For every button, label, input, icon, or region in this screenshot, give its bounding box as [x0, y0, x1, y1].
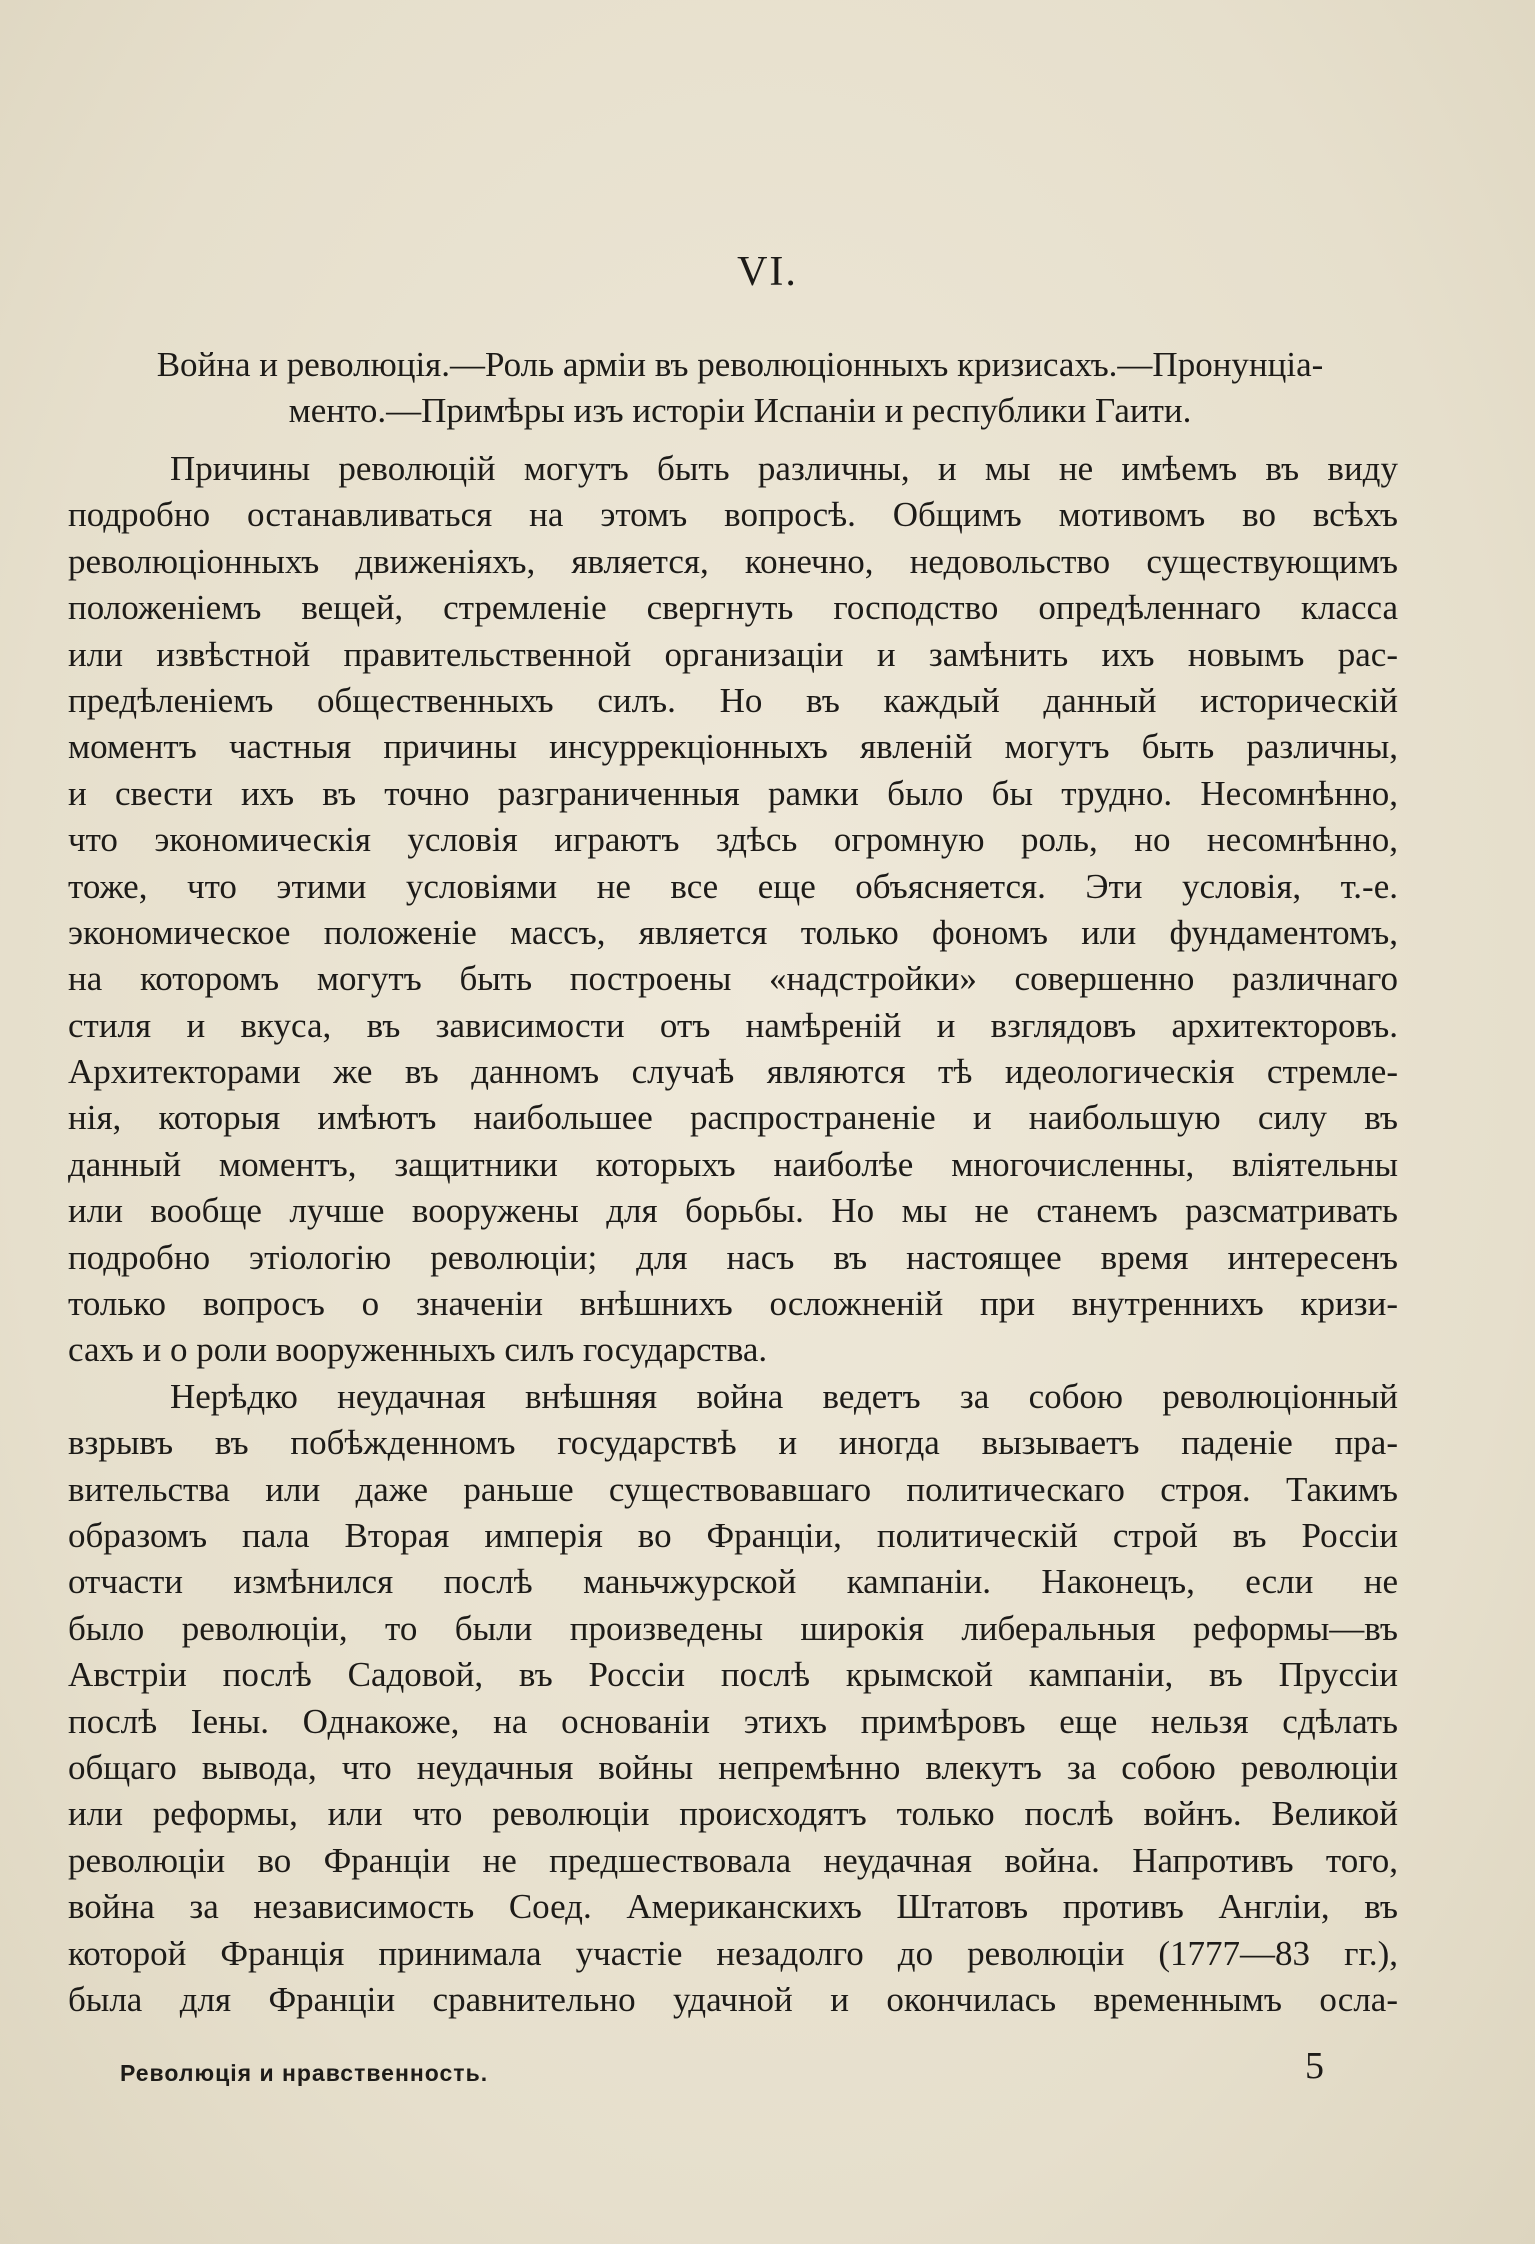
text-line: и свести ихъ въ точно разграниченныя рамки было бы трудно. Несомнѣнно, — [68, 773, 1398, 813]
text-line: только вопросъ о значеніи внѣшнихъ осложненій при внутреннихъ кризи- — [68, 1284, 1398, 1324]
paragraph-2 — [68, 1374, 1398, 2023]
text-line: которой Франція принимала участіе незадолго до революціи (1777—83 гг.), — [68, 1933, 1398, 1973]
text-line: общаго вывода, что неудачныя войны непремѣнно влекутъ за собою революціи — [68, 1747, 1398, 1787]
text-line: была для Франціи сравнительно удачной и окончилась временнымъ осла- — [68, 1979, 1398, 2019]
body-text — [68, 446, 1398, 2023]
chapter-summary — [85, 342, 1395, 434]
text-line: что экономическія условія играютъ здѣсь огромную роль, но несомнѣнно, — [68, 820, 1398, 860]
text-line: Причины революцій могутъ быть различны, и мы не имѣемъ въ виду — [170, 449, 1398, 488]
text-line: подробно останавливаться на этомъ вопросѣ. Общимъ мотивомъ во всѣхъ — [68, 495, 1398, 535]
text-line: или реформы, или что революціи происходятъ только послѣ войнъ. Великой — [68, 1794, 1398, 1834]
paragraph-1 — [68, 446, 1398, 1374]
text-line: или извѣстной правительственной организаціи и замѣнить ихъ новымъ рас- — [68, 634, 1398, 674]
text-line: Архитекторами же въ данномъ случаѣ являются тѣ идеологическія стремле- — [68, 1052, 1398, 1092]
text-line: послѣ Іены. Однакоже, на основаніи этихъ примѣровъ еще нельзя сдѣлать — [68, 1701, 1398, 1741]
text-line: было революціи, то были произведены широкія либеральныя реформы—въ — [68, 1608, 1398, 1648]
text-line: или вообще лучше вооружены для борьбы. Но мы не станемъ разсматривать — [68, 1191, 1398, 1231]
chapter-number: VI. — [737, 249, 798, 295]
text-line: вительства или даже раньше существовавшаго политическаго строя. Такимъ — [68, 1469, 1398, 1509]
text-line: нія, которыя имѣютъ наибольшее распространеніе и наибольшую силу въ — [68, 1098, 1398, 1138]
text-line: взрывъ въ побѣжденномъ государствѣ и иногда вызываетъ паденіе пра- — [68, 1423, 1398, 1463]
text-line: моментъ частныя причины инсуррекціонныхъ явленій могутъ быть различны, — [68, 727, 1398, 767]
text-line: Австріи послѣ Садовой, въ Россіи послѣ крымской кампаніи, въ Пруссіи — [68, 1655, 1398, 1695]
running-footer-title: Революція и нравственность. — [120, 2060, 489, 2086]
text-line: революціонныхъ движеніяхъ, является, конечно, недовольство существующимъ — [68, 541, 1398, 581]
text-line: экономическое положеніе массъ, является только фономъ или фундаментомъ, — [68, 912, 1398, 952]
text-line: война за независимость Соед. Американскихъ Штатовъ противъ Англіи, въ — [68, 1887, 1398, 1927]
text-line: стиля и вкуса, въ зависимости отъ намѣреній и взглядовъ архитекторовъ. — [68, 1005, 1398, 1045]
text-line: положеніемъ вещей, стремленіе свергнуть господство опредѣленнаго класса — [68, 588, 1398, 628]
text-line: образомъ пала Вторая имперія во Франціи, политическій строй въ Россіи — [68, 1515, 1398, 1555]
text-line: сахъ и о роли вооруженныхъ силъ государства. — [68, 1330, 768, 1370]
text-line: Нерѣдко неудачная внѣшняя война ведетъ за собою революціонный — [170, 1376, 1398, 1416]
text-line: отчасти измѣнился послѣ маньчжурской кампаніи. Наконецъ, если не — [68, 1562, 1398, 1602]
text-line: подробно этіологію революціи; для насъ въ настоящее время интересенъ — [68, 1237, 1398, 1277]
summary-line: менто.—Примѣры изъ исторіи Испаніи и республики Гаити. — [288, 391, 1192, 430]
text-line: тоже, что этими условіями не все еще объясняется. Эти условія, т.-е. — [68, 866, 1398, 906]
page-number: 5 — [1305, 2045, 1324, 2087]
summary-line: Война и революція.—Роль арміи въ революціонныхъ кризисахъ.—Пронунціа- — [156, 345, 1324, 384]
text-line: на которомъ могутъ быть построены «надстройки» совершенно различнаго — [68, 959, 1398, 999]
text-line: предѣленіемъ общественныхъ силъ. Но въ каждый данный историческій — [68, 680, 1398, 720]
text-line: революціи во Франціи не предшествовала неудачная война. Напротивъ того, — [68, 1840, 1398, 1880]
text-line: данный моментъ, защитники которыхъ наиболѣе многочисленны, вліятельны — [68, 1144, 1398, 1184]
